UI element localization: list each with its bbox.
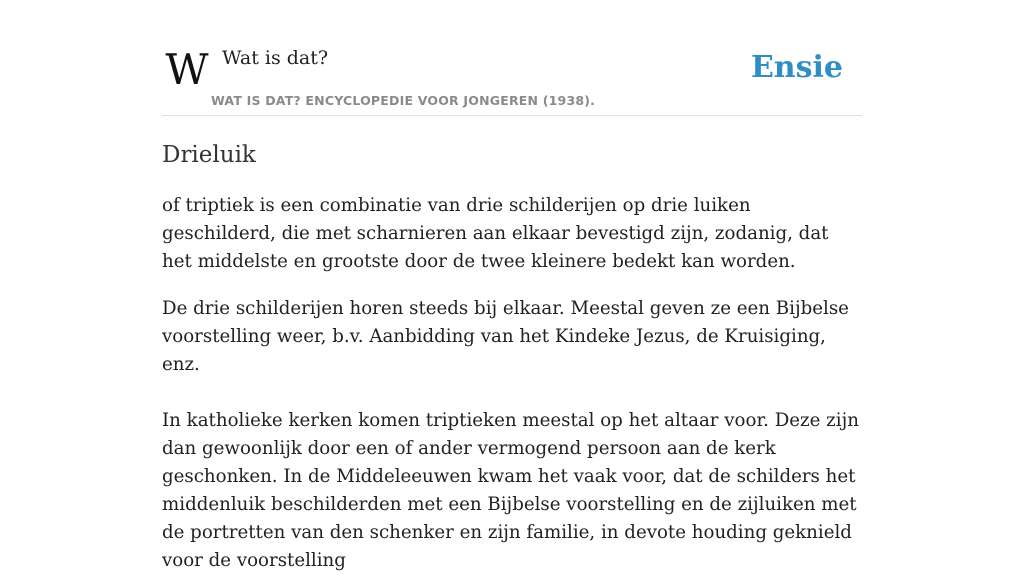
page-title: Drieluik: [162, 142, 256, 168]
article-paragraph: De drie schilderijen horen steeds bij elkaar. Meestal geven ze een Bijbelse voorstelling weer, b.v. Aanbidding van het Kindeke Jezus, de Kruisiging, enz.: [162, 298, 849, 375]
article-paragraph: of triptiek is een combinatie van drie schilderijen op drie luiken geschilderd, die met scharnieren aan elkaar bevestigd zijn, zodanig, dat het middelste en grootste door de twee kleinere bedekt kan worden.: [162, 195, 829, 272]
article-body: [162, 192, 862, 575]
site-header: [162, 40, 862, 116]
site-title[interactable]: Wat is dat?: [222, 47, 329, 69]
brand-logo-link[interactable]: Ensie: [750, 50, 843, 85]
svg-text:W: W: [165, 45, 209, 94]
article-paragraph: In katholieke kerken komen triptieken meestal op het altaar voor. Deze zijn dan gewoonlijk door een of ander vermogend persoon aan de kerk geschonken. In de Middeleeuwen kwam het vaak voor, dat de schilders het middenluik beschilderden met een Bijbelse voorstelling en de zijluiken met de portretten van den schenker en zijn familie, in devote houding geknield voor de voorstelling: [162, 410, 859, 571]
wikipedia-w-icon[interactable]: [165, 45, 209, 94]
site-subtitle: WAT IS DAT? ENCYCLOPEDIE VOOR JONGEREN (1938).: [211, 93, 596, 108]
